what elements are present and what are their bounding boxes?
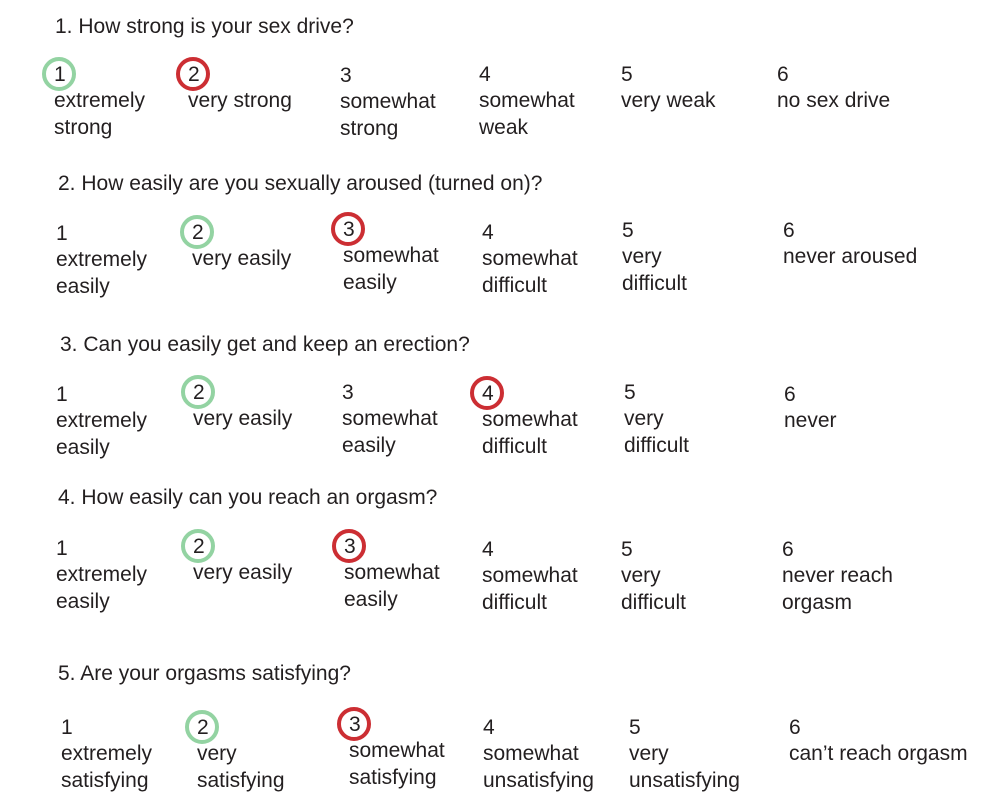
option-number: 4 — [482, 538, 494, 561]
option-number: 1 — [56, 383, 68, 406]
option-number: 1 — [54, 63, 204, 87]
option-number: 6 — [782, 538, 794, 561]
option-label: very strong — [188, 89, 292, 112]
question-5-option-6[interactable] — [789, 716, 994, 767]
option-label: somewhat difficult — [482, 247, 578, 297]
option-number: 5 — [621, 538, 633, 561]
question-2-option-2[interactable] — [192, 221, 342, 272]
question-3-option-2[interactable] — [193, 381, 343, 432]
question-5-option-2[interactable] — [197, 716, 347, 794]
question-4-option-6[interactable] — [782, 538, 932, 616]
option-number: 3 — [349, 713, 499, 737]
option-number: 3 — [340, 64, 352, 87]
option-number: 2 — [197, 716, 347, 740]
option-label: very difficult — [624, 407, 689, 457]
option-number: 3 — [342, 381, 354, 404]
option-label: somewhat easily — [343, 244, 439, 294]
question-4-option-3[interactable] — [344, 535, 494, 613]
question-3-option-6[interactable] — [784, 383, 934, 434]
question-3-text: 3. Can you easily get and keep an erection? — [60, 333, 470, 356]
question-1-option-5[interactable] — [621, 63, 771, 114]
question-5-option-4[interactable] — [483, 716, 633, 794]
option-label: no sex drive — [777, 89, 891, 112]
question-3-option-4[interactable] — [482, 382, 632, 460]
option-label: very difficult — [621, 564, 686, 614]
question-1-text: 1. How strong is your sex drive? — [55, 15, 354, 38]
option-number: 2 — [193, 535, 343, 559]
option-number: 6 — [784, 383, 796, 406]
question-2-option-6[interactable] — [783, 219, 933, 270]
option-number: 2 — [193, 381, 343, 405]
question-2-option-5[interactable] — [622, 219, 772, 297]
question-2-option-4[interactable] — [482, 221, 632, 299]
option-label: very difficult — [622, 245, 687, 295]
option-number: 1 — [61, 716, 73, 739]
question-1-option-2[interactable] — [188, 63, 338, 114]
option-label: extremely easily — [56, 563, 148, 613]
option-label: somewhat difficult — [482, 564, 578, 614]
question-1-option-3[interactable] — [340, 64, 490, 142]
option-number: 5 — [629, 716, 641, 739]
option-number: 2 — [192, 221, 342, 245]
option-label: extremely easily — [56, 409, 148, 459]
option-number: 4 — [482, 221, 494, 244]
question-2-option-3[interactable] — [343, 218, 493, 296]
option-label: somewhat satisfying — [349, 739, 445, 789]
option-label: very easily — [192, 247, 292, 270]
option-label: can’t reach orgasm — [789, 742, 968, 765]
option-label: very unsatisfying — [629, 742, 740, 792]
option-number: 5 — [621, 63, 633, 86]
option-number: 5 — [624, 381, 636, 404]
option-label: very satisfying — [197, 742, 285, 792]
option-label: somewhat unsatisfying — [483, 742, 594, 792]
question-1-option-4[interactable] — [479, 63, 629, 141]
option-label: very weak — [621, 89, 716, 112]
option-label: very easily — [193, 407, 293, 430]
option-number: 6 — [789, 716, 801, 739]
option-label: extremely easily — [56, 248, 148, 298]
option-label: never aroused — [783, 245, 918, 268]
option-label: extremely satisfying — [61, 742, 153, 792]
option-label: never reach orgasm — [782, 564, 893, 614]
question-3-option-5[interactable] — [624, 381, 774, 459]
option-number: 6 — [783, 219, 795, 242]
option-number: 2 — [188, 63, 338, 87]
question-4-text: 4. How easily can you reach an orgasm? — [58, 486, 438, 509]
option-label: very easily — [193, 561, 293, 584]
question-5-text: 5. Are your orgasms satisfying? — [58, 662, 351, 685]
option-number: 4 — [482, 382, 632, 406]
option-number: 1 — [56, 537, 68, 560]
option-number: 4 — [479, 63, 491, 86]
option-label: somewhat easily — [342, 407, 438, 457]
option-number: 4 — [483, 716, 495, 739]
option-label: somewhat strong — [340, 90, 436, 140]
question-4-option-4[interactable] — [482, 538, 632, 616]
option-number: 3 — [344, 535, 494, 559]
option-number: 3 — [343, 218, 493, 242]
question-2-text: 2. How easily are you sexually aroused (turned on)? — [58, 172, 543, 195]
question-1-option-6[interactable] — [777, 63, 927, 114]
option-label: somewhat difficult — [482, 408, 578, 458]
question-4-option-2[interactable] — [193, 535, 343, 586]
option-label: extremely strong — [54, 89, 146, 139]
option-label: never — [784, 409, 837, 432]
option-number: 6 — [777, 63, 789, 86]
option-number: 1 — [56, 222, 68, 245]
question-5-option-5[interactable] — [629, 716, 779, 794]
option-number: 5 — [622, 219, 634, 242]
option-label: somewhat easily — [344, 561, 440, 611]
question-5-option-3[interactable] — [349, 713, 499, 791]
option-label: somewhat weak — [479, 89, 575, 139]
question-4-option-5[interactable] — [621, 538, 771, 616]
